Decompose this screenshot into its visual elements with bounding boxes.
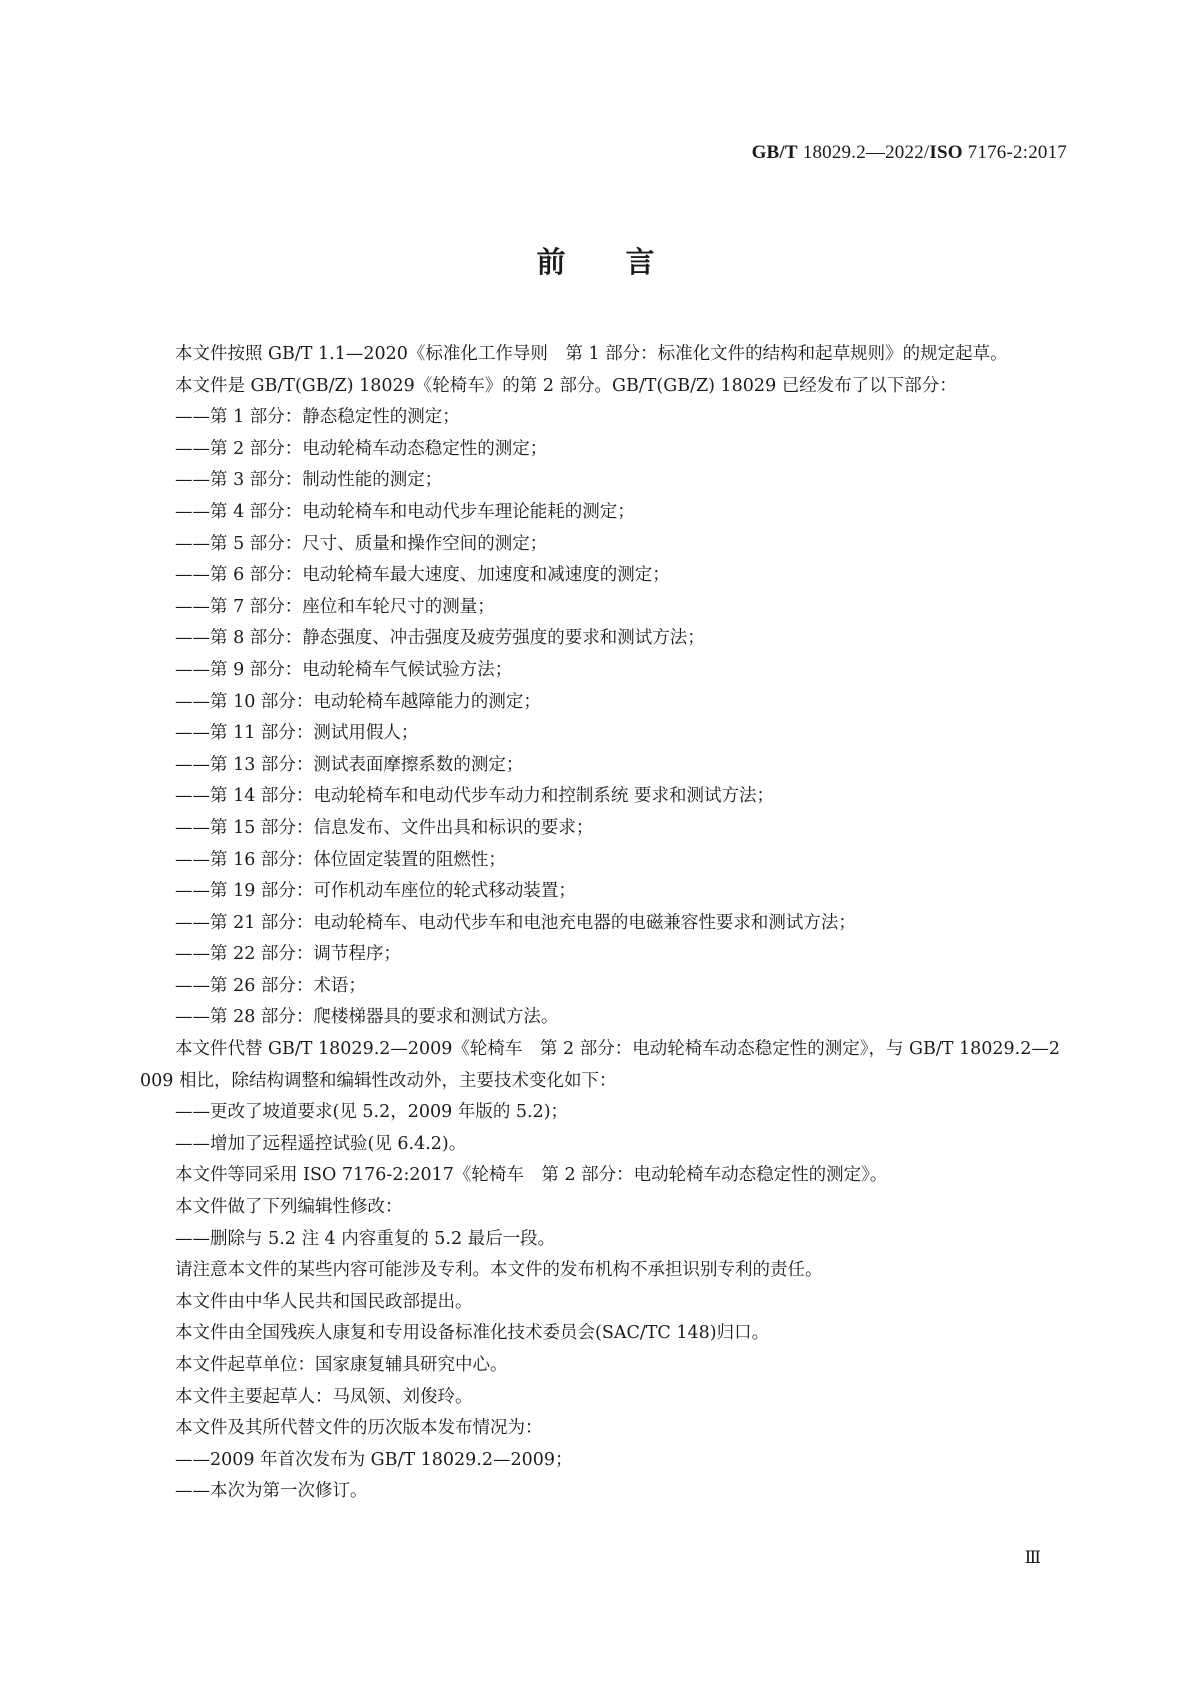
list-item-part: ——第 28 部分：爬楼梯器具的要求和测试方法。 <box>175 1007 559 1028</box>
list-item-part: ——第 8 部分：静态强度、冲击强度及疲劳强度的要求和测试方法； <box>175 628 705 649</box>
paragraph-patent-notice: 请注意本文件的某些内容可能涉及专利。本文件的发布机构不承担识别专利的责任。 <box>175 1260 823 1281</box>
list-item-part: ——第 1 部分：静态稳定性的测定； <box>175 407 460 428</box>
standard-code-number: 18029.2—2022/ <box>797 142 930 163</box>
standard-code <box>752 142 1067 164</box>
list-item-part: ——第 26 部分：术语； <box>175 975 366 996</box>
paragraph-committee: 本文件由全国残疾人康复和专用设备标准化技术委员会(SAC/TC 148)归口。 <box>175 1323 770 1344</box>
standard-code-iso-number: 7176-2:2017 <box>962 142 1067 163</box>
list-item-part: ——第 6 部分：电动轮椅车最大速度、加速度和减速度的测定； <box>175 565 670 586</box>
list-item-part: ——第 3 部分：制动性能的测定； <box>175 470 443 491</box>
paragraph-iso-adoption: 本文件等同采用 ISO 7176-2:2017《轮椅车 第 2 部分：电动轮椅车动态稳定性的测定》。 <box>175 1165 888 1186</box>
list-item-history: ——2009 年首次发布为 GB/T 18029.2—2009； <box>175 1449 573 1470</box>
list-item-part: ——第 19 部分：可作机动车座位的轮式移动装置； <box>175 881 576 902</box>
list-item-history: ——本次为第一次修订。 <box>175 1481 368 1502</box>
paragraph-drafting-rules: 本文件按照 GB/T 1.1—2020《标准化工作导则 第 1 部分：标准化文件的结构和起草规则》的规定起草。 <box>175 344 1008 364</box>
paragraph-series-intro: 本文件是 GB/T(GB/Z) 18029《轮椅车》的第 2 部分。GB/T(GB/Z) 18029 已经发布了以下部分： <box>175 375 957 396</box>
list-item-part: ——第 15 部分：信息发布、文件出具和标识的要求； <box>175 817 594 838</box>
standard-code-prefix: GB/T <box>751 142 798 163</box>
list-item-part: ——第 11 部分：测试用假人； <box>175 723 419 744</box>
list-item-part: ——第 22 部分：调节程序； <box>175 944 401 965</box>
list-item-change: ——更改了坡道要求(见 5.2，2009 年版的 5.2)； <box>175 1102 569 1123</box>
list-item-part: ——第 14 部分：电动轮椅车和电动代步车动力和控制系统 要求和测试方法； <box>175 786 774 807</box>
list-item-part: ——第 16 部分：体位固定装置的阻燃性； <box>175 849 506 870</box>
paragraph-proposer: 本文件由中华人民共和国民政部提出。 <box>175 1291 473 1312</box>
standard-code-iso: ISO <box>929 142 963 163</box>
list-item-part: ——第 4 部分：电动轮椅车和电动代步车理论能耗的测定； <box>175 501 635 522</box>
list-item-part: ——第 10 部分：电动轮椅车越障能力的测定； <box>175 691 541 712</box>
list-item-edit: ——删除与 5.2 注 4 内容重复的 5.2 最后一段。 <box>175 1228 556 1249</box>
list-item-part: ——第 5 部分：尺寸、质量和操作空间的测定； <box>175 533 548 554</box>
page-number: Ⅲ <box>1024 1548 1041 1567</box>
paragraph-drafting-unit: 本文件起草单位：国家康复辅具研究中心。 <box>175 1355 508 1375</box>
paragraph-history-intro: 本文件及其所代替文件的历次版本发布情况为： <box>175 1418 543 1439</box>
foreword-body <box>140 339 1066 1508</box>
list-item-part: ——第 13 部分：测试表面摩擦系数的测定； <box>175 754 524 775</box>
paragraph-replacement: 本文件代替 GB/T 18029.2—2009《轮椅车 第 2 部分：电动轮椅车动态稳定性的测定》，与 GB/T 18029.2—2009 相比，除结构调整和编辑性改动外，主要技术变化如下： <box>140 1039 1060 1091</box>
list-item-part: ——第 7 部分：座位和车轮尺寸的测量； <box>175 596 495 617</box>
list-item-part: ——第 2 部分：电动轮椅车动态稳定性的测定； <box>175 438 548 459</box>
list-item-part: ——第 9 部分：电动轮椅车气候试验方法； <box>175 659 513 680</box>
list-item-change: ——增加了远程遥控试验(见 6.4.2)。 <box>175 1133 467 1154</box>
paragraph-editorial-changes: 本文件做了下列编辑性修改： <box>175 1197 403 1218</box>
paragraph-drafters: 本文件主要起草人：马凤领、刘俊玲。 <box>175 1386 473 1407</box>
page-title: 前言 <box>536 245 715 279</box>
list-item-part: ——第 21 部分：电动轮椅车、电动代步车和电池充电器的电磁兼容性要求和测试方法； <box>175 912 856 933</box>
